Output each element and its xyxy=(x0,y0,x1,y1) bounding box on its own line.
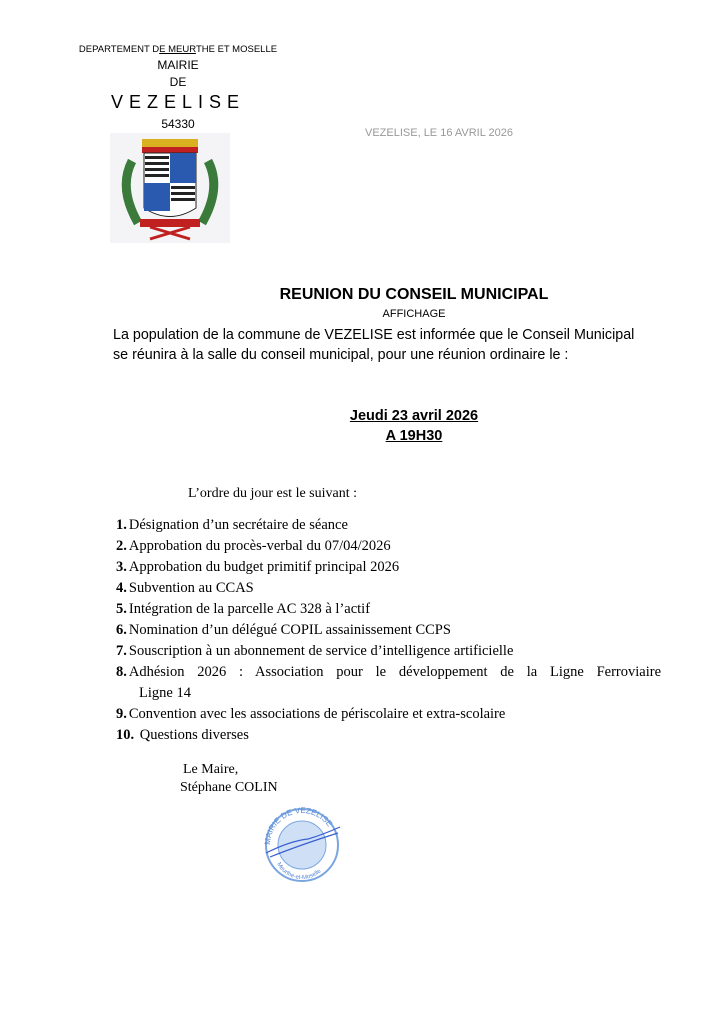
item-text: Questions diverses xyxy=(139,727,249,743)
postal-code: 54330 xyxy=(161,117,195,131)
meeting-date: Jeudi 23 avril 2026 xyxy=(349,408,479,424)
agenda-item xyxy=(116,536,661,557)
item-number: 10. xyxy=(116,727,135,743)
item-text: Désignation d’un secrétaire de séance xyxy=(128,517,348,533)
svg-text:MAIRIE DE VEZELISE: MAIRIE DE VEZELISE xyxy=(262,805,335,846)
signature-role: Le Maire, xyxy=(183,762,239,777)
agenda-item xyxy=(116,641,661,662)
item-text: Convention avec les associations de périscolaire et extra-scolaire xyxy=(128,706,506,722)
page-title: REUNION DU CONSEIL MUNICIPAL xyxy=(279,286,549,303)
item-text: Approbation du budget primitif principal 2026 xyxy=(128,559,400,575)
agenda-item xyxy=(116,662,661,683)
de-label: DE xyxy=(169,75,187,89)
agenda-item xyxy=(116,725,661,746)
official-stamp xyxy=(260,805,344,890)
item-number: 6. xyxy=(116,622,127,638)
signature-name: Stéphane COLIN xyxy=(180,780,278,795)
item-text: Souscription à un abonnement de service d’intelligence artificielle xyxy=(128,643,514,659)
agenda-list xyxy=(116,515,661,746)
dept-suffix: THE ET MOSELLE xyxy=(195,44,278,55)
agenda-item xyxy=(116,599,661,620)
coat-of-arms-logo xyxy=(110,133,230,243)
date-line: VEZELISE, LE 16 AVRIL 2026 xyxy=(365,127,513,139)
subtitle: AFFICHAGE xyxy=(382,308,446,320)
agenda-item-continuation: Ligne 14 xyxy=(139,685,191,701)
item-text: Adhésion 2026 : Association pour le développement de la Ligne Ferroviaire xyxy=(128,664,661,680)
agenda-intro: L’ordre du jour est le suivant : xyxy=(188,486,358,501)
item-text: Nomination d’un délégué COPIL assainissement CCPS xyxy=(128,622,451,638)
meeting-time: A 19H30 xyxy=(385,428,443,444)
town-name: VEZELISE xyxy=(110,92,246,112)
item-number: 7. xyxy=(116,643,127,659)
agenda-item xyxy=(116,704,661,725)
item-number: 8. xyxy=(116,664,127,680)
item-text: Subvention au CCAS xyxy=(128,580,254,596)
item-number: 5. xyxy=(116,601,127,617)
agenda-item xyxy=(116,578,661,599)
mairie-label: MAIRIE xyxy=(157,58,199,72)
item-number: 1. xyxy=(116,517,127,533)
item-text: Intégration de la parcelle AC 328 à l’actif xyxy=(128,601,371,617)
department-line xyxy=(60,44,296,55)
agenda-item xyxy=(116,620,661,641)
intro-paragraph: La population de la commune de VEZELISE est informée que le Conseil Municipal se réunira à la salle du conseil municipal, pour une réunion ordinaire le : xyxy=(113,327,635,363)
svg-text:Meurthe-et-Moselle: Meurthe-et-Moselle xyxy=(275,861,323,882)
item-number: 4. xyxy=(116,580,127,596)
agenda-item xyxy=(116,515,661,536)
dept-underlined: E MEUR xyxy=(159,44,196,55)
item-text: Approbation du procès-verbal du 07/04/2026 xyxy=(128,538,391,554)
agenda-item xyxy=(116,557,661,578)
item-number: 3. xyxy=(116,559,127,575)
dept-prefix: DEPARTEMENT D xyxy=(78,44,160,55)
item-number: 2. xyxy=(116,538,127,554)
item-number: 9. xyxy=(116,706,127,722)
